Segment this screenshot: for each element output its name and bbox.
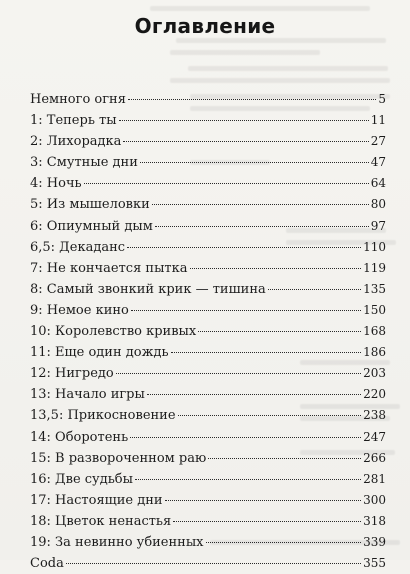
dot-leader xyxy=(119,119,369,121)
toc-entry-page-number: 27 xyxy=(370,134,386,149)
toc-entry-title: 9: Немое кино xyxy=(30,302,129,318)
toc-entry xyxy=(30,469,386,490)
table-of-contents xyxy=(30,89,386,574)
toc-entry-title: Coda xyxy=(30,556,64,572)
toc-entry xyxy=(30,173,386,194)
toc-entry xyxy=(30,448,386,469)
page-title: Оглавление xyxy=(134,14,276,38)
toc-entry xyxy=(30,237,386,258)
toc-entry xyxy=(30,321,386,342)
toc-entry-title: 6: Опиумный дым xyxy=(30,218,153,234)
toc-entry-page-number: 203 xyxy=(363,366,386,381)
toc-entry-title: 8: Самый звонкий крик — тишина xyxy=(30,281,266,297)
toc-entry xyxy=(30,152,386,173)
dot-leader xyxy=(140,161,369,163)
dot-leader xyxy=(116,372,361,374)
toc-entry xyxy=(30,258,386,279)
dot-leader xyxy=(208,457,361,459)
toc-entry xyxy=(30,194,386,215)
toc-entry xyxy=(30,216,386,237)
toc-entry-title: 18: Цветок ненастья xyxy=(30,513,172,529)
dot-leader xyxy=(127,246,361,248)
toc-entry-page-number: 238 xyxy=(363,408,386,423)
dot-leader xyxy=(135,478,361,480)
toc-entry xyxy=(30,279,386,300)
dot-leader xyxy=(173,520,361,522)
toc-entry-title: 16: Две судьбы xyxy=(30,471,133,487)
toc-entry-page-number: 64 xyxy=(370,176,386,191)
toc-entry-title: 3: Смутные дни xyxy=(30,155,138,171)
dot-leader xyxy=(152,203,369,205)
toc-entry-page-number: 339 xyxy=(363,534,386,549)
toc-entry-page-number: 110 xyxy=(363,239,386,254)
toc-entry xyxy=(30,511,386,532)
toc-entry-page-number: 186 xyxy=(363,345,386,360)
toc-entry-title: 15: В развороченном раю xyxy=(30,450,207,466)
toc-entry-title: 12: Нигредо xyxy=(30,366,114,382)
toc-entry-title: 4: Ночь xyxy=(30,176,82,192)
toc-entry xyxy=(30,405,386,426)
toc-entry-page-number: 300 xyxy=(363,492,386,507)
toc-entry xyxy=(30,89,386,110)
toc-entry-title: 2: Лихорадка xyxy=(30,134,122,150)
dot-leader xyxy=(198,330,361,332)
toc-entry xyxy=(30,490,386,511)
dot-leader xyxy=(165,499,362,501)
toc-entry-title: 1: Теперь ты xyxy=(30,113,117,129)
toc-entry-page-number: 97 xyxy=(370,218,386,233)
toc-entry-title: 13,5: Прикосновение xyxy=(30,408,176,424)
toc-entry-page-number: 5 xyxy=(378,92,386,106)
toc-entry-page-number: 135 xyxy=(363,281,386,296)
toc-entry-title: Немного огня xyxy=(30,92,126,107)
toc-entry xyxy=(30,553,386,574)
dot-leader xyxy=(123,140,368,142)
toc-entry xyxy=(30,110,386,131)
toc-entry xyxy=(30,384,386,405)
toc-entry-page-number: 168 xyxy=(363,324,386,339)
dot-leader xyxy=(66,562,361,564)
toc-entry-page-number: 47 xyxy=(370,155,386,170)
toc-entry-title: 19: За невинно убиенных xyxy=(30,534,204,550)
toc-entry-page-number: 119 xyxy=(363,260,386,275)
dot-leader xyxy=(131,309,361,311)
toc-entry-page-number: 80 xyxy=(370,197,386,212)
toc-entry-page-number: 318 xyxy=(363,513,386,528)
dot-leader xyxy=(171,351,361,353)
toc-entry-page-number: 355 xyxy=(363,556,386,571)
dot-leader xyxy=(155,225,369,227)
toc-entry-page-number: 247 xyxy=(363,429,386,444)
dot-leader xyxy=(147,393,361,395)
toc-entry xyxy=(30,363,386,384)
toc-entry-page-number: 11 xyxy=(370,113,386,128)
toc-entry xyxy=(30,427,386,448)
dot-leader xyxy=(84,182,369,184)
dot-leader xyxy=(190,267,362,269)
toc-entry-page-number: 150 xyxy=(363,302,386,317)
dot-leader xyxy=(128,98,376,100)
toc-entry-title: 5: Из мышеловки xyxy=(30,197,150,213)
dot-leader xyxy=(268,288,361,290)
toc-entry xyxy=(30,131,386,152)
toc-entry-title: 11: Еще один дождь xyxy=(30,345,169,361)
dot-leader xyxy=(206,541,362,543)
toc-entry-title: 17: Настоящие дни xyxy=(30,492,163,508)
toc-entry-title: 10: Королевство кривых xyxy=(30,324,197,340)
toc-entry-page-number: 266 xyxy=(363,450,386,465)
toc-entry-page-number: 220 xyxy=(363,387,386,402)
toc-entry xyxy=(30,532,386,553)
toc-entry-page-number: 281 xyxy=(363,471,386,486)
toc-entry-title: 13: Начало игры xyxy=(30,387,145,403)
dot-leader xyxy=(178,414,362,416)
toc-entry-title: 7: Не кончается пытка xyxy=(30,260,188,276)
toc-entry-title: 6,5: Декаданс xyxy=(30,239,126,255)
toc-entry xyxy=(30,300,386,321)
dot-leader xyxy=(130,436,361,438)
toc-entry xyxy=(30,342,386,363)
toc-entry-title: 14: Оборотень xyxy=(30,429,129,445)
